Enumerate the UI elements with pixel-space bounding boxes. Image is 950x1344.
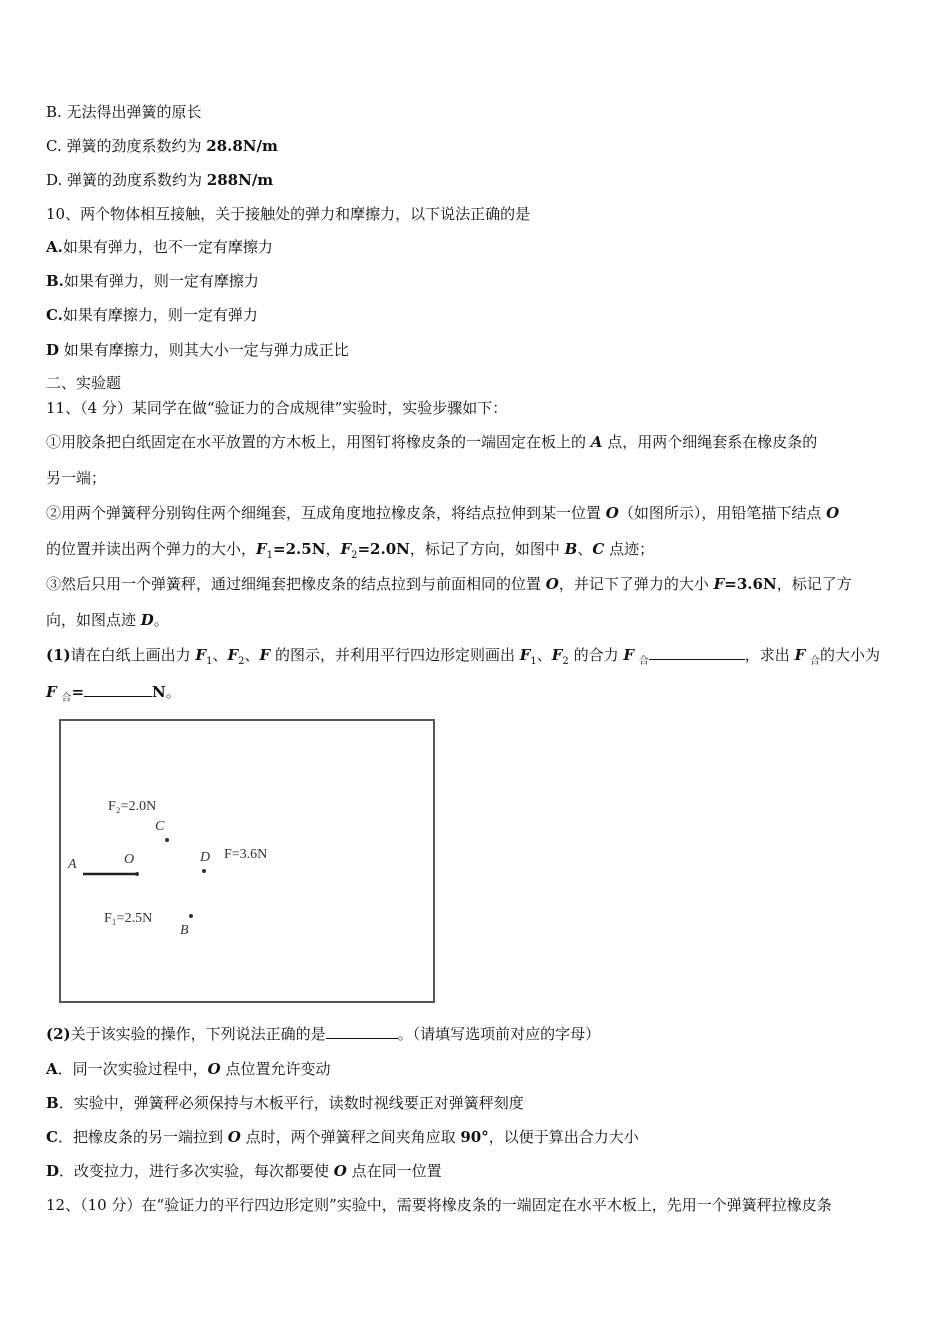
option-c-q10: C.如果有摩擦力，则一定有弹力 bbox=[46, 306, 258, 324]
label-f1: F₁=2.5N bbox=[104, 911, 153, 926]
option-a-q10: A.如果有弹力，也不一定有摩擦力 bbox=[46, 238, 273, 256]
sub-question-1: (1)请在白纸上画出力 $F_1$、$F_2$、F 的图示，并利用平行四边形定则画出 $F_1$、$F_2$ 的合力 F $_合$ ，求出 F $_合$的大小为 bbox=[46, 646, 881, 667]
label-d: D bbox=[200, 850, 211, 865]
point-d bbox=[202, 869, 206, 873]
option-c-q11: C．把橡皮条的另一端拉到 O 点时，两个弹簧秤之间夹角应取 90°，以便于算出合力大小 bbox=[46, 1128, 639, 1146]
step-3: ③然后只用一个弹簧秤，通过细绳套把橡皮条的结点拉到与前面相同的位置 O，并记下了弹力的大小 F=3.6N，标记了方 bbox=[46, 575, 852, 593]
option-d-q9: D. 弹簧的劲度系数约为 288N/m bbox=[46, 171, 274, 189]
option-c-q9: C. 弹簧的劲度系数约为 28.8N/m bbox=[46, 137, 278, 155]
option-b-q9: B. 无法得出弹簧的原长 bbox=[46, 103, 202, 121]
option-d-q10: D 如果有摩擦力，则其大小一定与弹力成正比 bbox=[46, 341, 349, 359]
option-d-q11: D．改变拉力，进行多次实验，每次都要使 O 点在同一位置 bbox=[46, 1162, 442, 1180]
label-a: A bbox=[68, 857, 77, 872]
point-o bbox=[135, 872, 139, 876]
step-1-cont: 另一端； bbox=[46, 469, 107, 487]
label-f: F=3.6N bbox=[224, 847, 268, 862]
section-heading: 二、实验题 bbox=[46, 374, 122, 392]
sub-question-1-cont: F $_合$= N。 bbox=[46, 683, 181, 704]
question-10: 10、两个物体相互接触，关于接触处的弹力和摩擦力，以下说法正确的是 bbox=[46, 205, 531, 223]
question-12: 12、（10 分）在“验证力的平行四边形定则”实验中，需要将橡皮条的一端固定在水平木板上，先用一个弹簧秤拉橡皮条 bbox=[46, 1196, 832, 1214]
label-c: C bbox=[155, 819, 165, 834]
point-b bbox=[189, 914, 193, 918]
point-c bbox=[165, 838, 169, 842]
step-2-cont: 的位置并读出两个弹力的大小，$F_1=2.5N$，$F_2=2.0N$，标记了方向，如图中 B、C 点迹； bbox=[46, 540, 655, 561]
label-o: O bbox=[124, 852, 135, 867]
option-b-q11: B．实验中，弹簧秤必须保持与木板平行，读数时视线要正对弹簧秤刻度 bbox=[46, 1094, 524, 1112]
step-3-cont: 向，如图点迹 D。 bbox=[46, 611, 169, 629]
step-2: ②用两个弹簧秤分别钩住两个细绳套，互成角度地拉橡皮条，将结点拉伸到某一位置 O（如图所示），用铅笔描下结点 O bbox=[46, 504, 840, 522]
option-b-q10: B.如果有弹力，则一定有摩擦力 bbox=[46, 272, 259, 290]
option-a-q11: A．同一次实验过程中，O 点位置允许变动 bbox=[46, 1060, 331, 1078]
question-11: 11、（4 分）某同学在做“验证力的合成规律”实验时，实验步骤如下： bbox=[46, 399, 508, 417]
sub-question-2: (2)关于该实验的操作，下列说法正确的是 。（请填写选项前对应的字母） bbox=[46, 1025, 601, 1043]
force-diagram bbox=[58, 718, 436, 1004]
label-f2: F₂=2.0N bbox=[108, 799, 157, 814]
label-b: B bbox=[180, 923, 189, 938]
step-1: ①用胶条把白纸固定在水平放置的方木板上，用图钉将橡皮条的一端固定在板上的 A 点，用两个细绳套系在橡皮条的 bbox=[46, 433, 818, 451]
